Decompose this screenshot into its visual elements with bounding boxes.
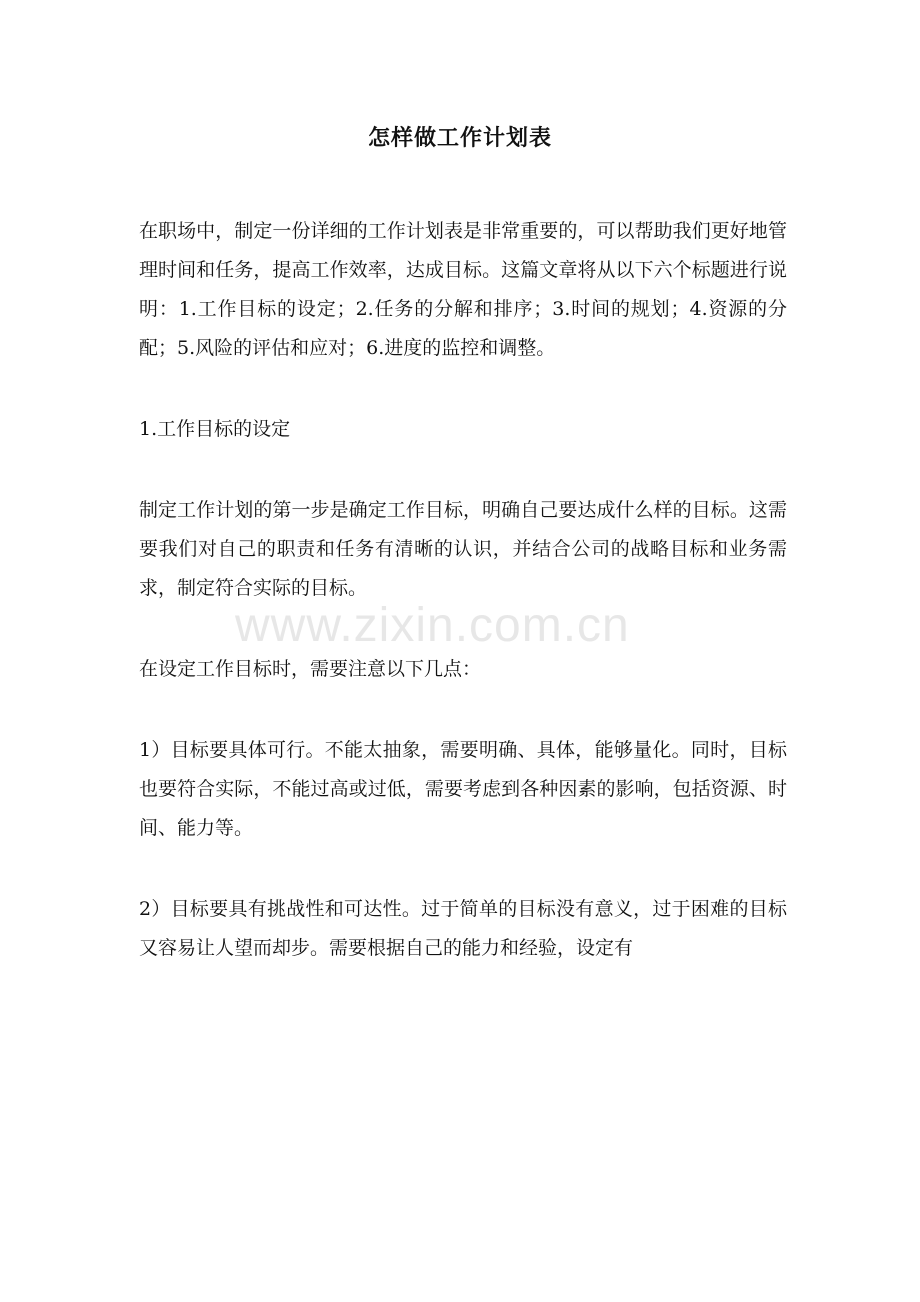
intro-paragraph: 在职场中，制定一份详细的工作计划表是非常重要的，可以帮助我们更好地管理时间和任务，提高工作效率，达成目标。这篇文章将从以下六个标题进行说明：1.工作目标的设定；2.任务的分解和排序；3.时间的规划；4.资源的分配；5.风险的评估和应对；6.进度的监控和调整。	[139, 220, 787, 359]
section-paragraph: 在设定工作目标时，需要注意以下几点：	[139, 658, 482, 680]
section-heading: 1.工作目标的设定	[139, 418, 291, 440]
list-item: 1）目标要具体可行。不能太抽象，需要明确、具体，能够量化。同时，目标也要符合实际，不能过高或过低，需要考虑到各种因素的影响，包括资源、时间、能力等。	[139, 739, 787, 839]
list-item: 2）目标要具有挑战性和可达性。过于简单的目标没有意义，过于困难的目标又容易让人望而却步。需要根据自己的能力和经验，设定有	[139, 898, 787, 959]
document-body	[139, 212, 787, 968]
document-title: 怎样做工作计划表	[367, 125, 552, 151]
watermark: www.zixin.com.cn	[235, 599, 630, 652]
section-paragraph: 制定工作计划的第一步是确定工作目标，明确自己要达成什么样的目标。这需要我们对自己的职责和任务有清晰的认识，并结合公司的战略目标和业务需求，制定符合实际的目标。	[139, 499, 787, 599]
